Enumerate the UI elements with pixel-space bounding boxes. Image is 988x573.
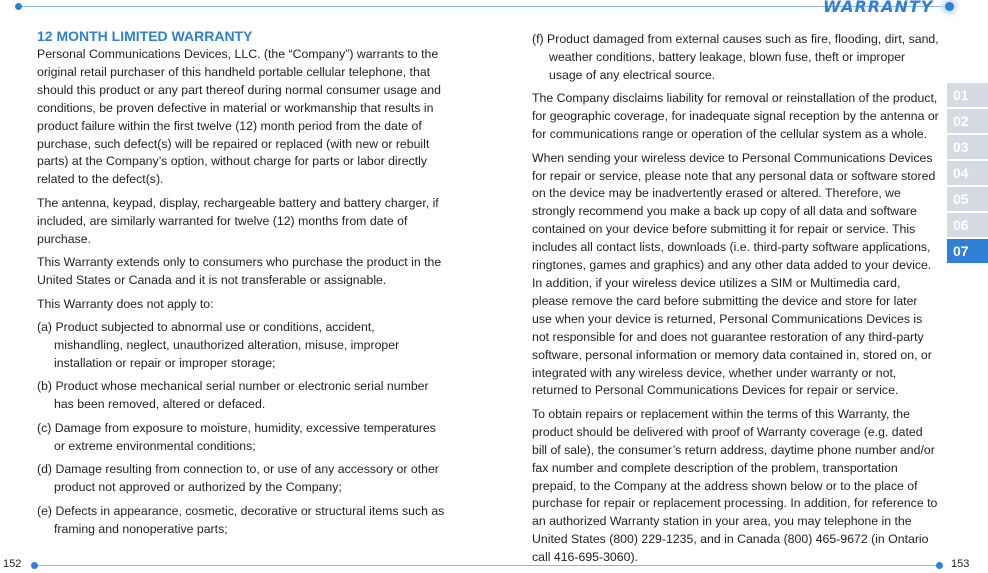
exclusion-item-b: (b) Product whose mechanical serial number or electronic serial number has been removed, altered or defaced. bbox=[37, 379, 429, 412]
chapter-tab-07-active[interactable]: 07 bbox=[947, 239, 988, 263]
chapter-tab-05[interactable]: 05 bbox=[947, 187, 988, 211]
header-rule-dot-left bbox=[15, 3, 22, 10]
warranty-paragraph: This Warranty does not apply to: bbox=[37, 296, 214, 311]
warranty-paragraph: The antenna, keypad, display, rechargeable battery and battery charger, if included, are similarly warranted for twelve (12) months from date of purchase. bbox=[37, 195, 439, 246]
warranty-paragraph: Personal Communications Devices, LLC. (the “Company”) warrants to the original retail purchaser of this handheld portable cellular telephone, that should this product or any part thereof during normal consumer usage and conditions, be proven defective in material or workmanship that results in product failure within the first twelve (12) month period from the date of purchase, such defect(s) will be repaired or replaced (with new or rebuilt parts) at the Company’s option, without charge for parts or labor directly related to the defect(s). bbox=[37, 47, 441, 187]
chapter-tab-03[interactable]: 03 bbox=[947, 135, 988, 159]
footer-rule bbox=[34, 565, 940, 566]
chapter-tab-06[interactable]: 06 bbox=[947, 213, 988, 237]
warranty-paragraph: The Company disclaims liability for removal or reinstallation of the product, for geographic coverage, for inadequate signal reception by the antenna or for communications range or operation of the cellular system as a whole. bbox=[532, 91, 939, 142]
exclusion-item-e: (e) Defects in appearance, cosmetic, decorative or structural items such as framing and nonoperative parts; bbox=[37, 503, 445, 536]
footer-rule-dot-left bbox=[31, 562, 38, 569]
section-title: WARRANTY bbox=[823, 0, 934, 16]
header-rule bbox=[18, 6, 944, 7]
page-number-right: 153 bbox=[951, 558, 970, 570]
chapter-tab-04[interactable]: 04 bbox=[947, 161, 988, 185]
chapter-tab-01[interactable]: 01 bbox=[947, 83, 988, 107]
warranty-paragraph: To obtain repairs or replacement within the terms of this Warranty, the product should be delivered with proof of Warranty coverage (e.g. dated bill of sale), the consumer’s return address, daytime phone number and/or fax number and complete description of the problem, transportation prepaid, to the Company at the address shown below or to the place of purchase for repair or replacement processing. In addition, for reference to an authorized Warranty station in your area, you may telephone in the United States (800) 229-1235, and in Canada (800) 465-9672 (in Ontario call 416-695-3060). bbox=[532, 406, 938, 565]
left-column bbox=[37, 28, 445, 544]
warranty-paragraph: When sending your wireless device to Personal Communications Devices for repair or service, please note that any personal data or software stored on the device may be inadvertently erased or altered. Therefore, we strongly recommend you make a back up copy of all data and software contained on your device before submitting it for repair or service. This includes all contact lists, downloads (i.e. third-party software applications, ringtones, games and graphics) and any other data added to your device. In addition, if your wireless device utilizes a SIM or Multimedia card, please remove the card before submitting the device and store for later use when your device is returned, Personal Communications Devices is not responsible for and does not guarantee restoration of any third-party software, personal information or memory data contained in, stored on, or integrated with any wireless device, whether under warranty or not, returned to Personal Communications Devices for repair or service. bbox=[532, 150, 936, 398]
chapter-tabs bbox=[947, 83, 988, 265]
chapter-tab-02[interactable]: 02 bbox=[947, 109, 988, 133]
warranty-heading: 12 MONTH LIMITED WARRANTY bbox=[37, 28, 253, 44]
warranty-paragraph: This Warranty extends only to consumers who purchase the product in the United States or Canada and it is not transferable or assignable. bbox=[37, 255, 442, 288]
header-rule-dot-right bbox=[945, 2, 954, 11]
exclusion-item-f: (f) Product damaged from external causes such as fire, flooding, dirt, sand, weather conditions, battery leakage, blown fuse, theft or improper usage of any electrical source. bbox=[532, 32, 939, 82]
exclusion-item-d: (d) Damage resulting from connection to, or use of any accessory or other product not approved or authorized by the Company; bbox=[37, 462, 439, 495]
right-column bbox=[532, 31, 940, 573]
page-number-left: 152 bbox=[3, 558, 22, 570]
exclusion-item-c: (c) Damage from exposure to moisture, humidity, excessive temperatures or extreme environmental conditions; bbox=[37, 420, 436, 453]
footer-rule-dot-right bbox=[936, 562, 943, 569]
exclusion-item-a: (a) Product subjected to abnormal use or conditions, accident, mishandling, neglect, unauthorized alteration, misuse, improper installation or repair or improper storage; bbox=[37, 320, 400, 370]
